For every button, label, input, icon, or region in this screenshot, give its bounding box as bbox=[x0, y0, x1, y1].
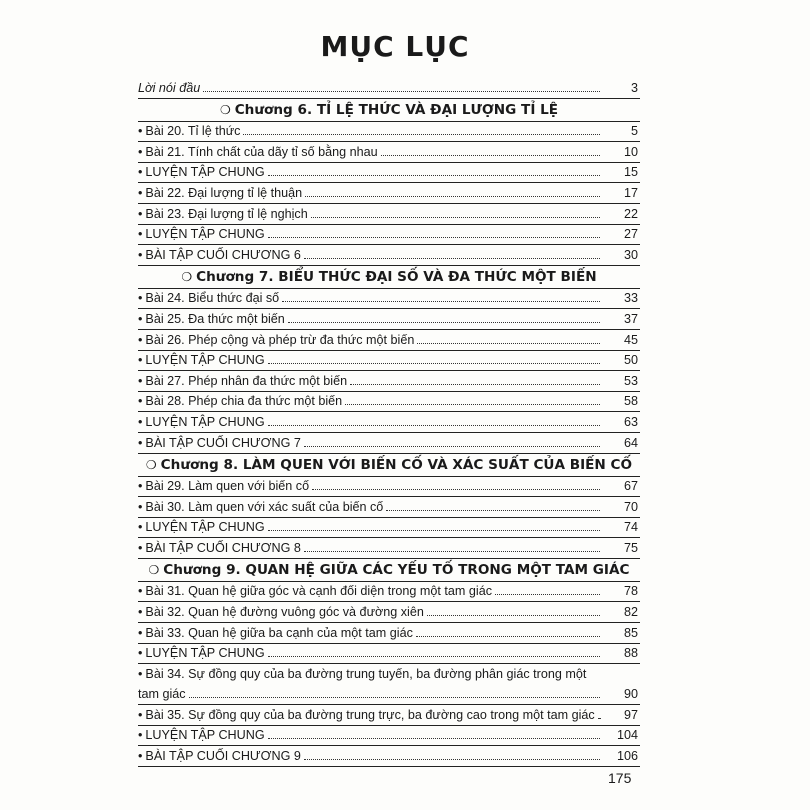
toc-entry bbox=[138, 518, 640, 539]
dot-leader bbox=[350, 384, 600, 385]
bullet-icon: • bbox=[138, 414, 143, 429]
toc-entry bbox=[138, 726, 640, 747]
toc-entry-page: 104 bbox=[616, 728, 638, 743]
bullet-icon: • bbox=[138, 206, 143, 221]
toc-entry-label: LUYỆN TẬP CHUNG bbox=[145, 165, 265, 180]
bullet-icon: • bbox=[138, 584, 143, 599]
bullet-icon: • bbox=[138, 749, 143, 764]
chapter-heading-text bbox=[138, 269, 640, 285]
toc-entry-label: Bài 35. Sự đồng quy của ba đường trung trực, ba đường cao trong một tam giác bbox=[145, 707, 595, 722]
toc-entry-intro bbox=[138, 78, 640, 99]
chapter-heading bbox=[138, 266, 640, 289]
toc-entry-label: Bài 25. Đa thức một biến bbox=[145, 311, 285, 326]
bullet-icon: • bbox=[138, 185, 143, 200]
dot-leader bbox=[345, 404, 600, 405]
toc-entry-label: BÀI TẬP CUỐI CHƯƠNG 9 bbox=[145, 749, 301, 764]
toc-entry bbox=[138, 183, 640, 204]
toc-entry-label: Bài 29. Làm quen với biến cố bbox=[145, 479, 310, 494]
toc-entry bbox=[138, 122, 640, 143]
toc-entry bbox=[138, 477, 640, 498]
toc-entry-label: LUYỆN TẬP CHUNG bbox=[145, 227, 265, 242]
dot-leader bbox=[268, 656, 600, 657]
toc-entry-page: 22 bbox=[623, 206, 638, 221]
bullet-icon: • bbox=[138, 247, 143, 262]
toc-entry-label-line1 bbox=[138, 667, 640, 681]
bullet-icon: • bbox=[138, 707, 143, 722]
toc-entry bbox=[138, 392, 640, 413]
toc-entry-page: 45 bbox=[623, 332, 638, 347]
toc-entry-page: 75 bbox=[623, 540, 638, 555]
dot-leader bbox=[268, 175, 600, 176]
page-number: 175 bbox=[608, 770, 632, 786]
circle-bullet-icon: ❍ bbox=[219, 102, 231, 117]
dot-leader bbox=[416, 636, 600, 637]
bullet-icon: • bbox=[138, 625, 143, 640]
toc-entry-label: LUYỆN TẬP CHUNG bbox=[145, 646, 265, 661]
bullet-icon: • bbox=[138, 353, 143, 368]
dot-leader bbox=[243, 134, 600, 135]
circle-bullet-icon: ❍ bbox=[181, 269, 193, 284]
toc-entry bbox=[138, 371, 640, 392]
toc-entry-label: Bài 32. Quan hệ đường vuông góc và đường xiên bbox=[145, 605, 424, 620]
toc-entry bbox=[138, 582, 640, 603]
toc-entry-page: 37 bbox=[623, 311, 638, 326]
toc-entry-label: Bài 23. Đại lượng tỉ lệ nghịch bbox=[145, 206, 308, 221]
dot-leader bbox=[312, 489, 600, 490]
dot-leader bbox=[304, 258, 600, 259]
dot-leader bbox=[189, 697, 600, 698]
toc-entry-page: 5 bbox=[630, 124, 638, 139]
toc-entry-label: Bài 22. Đại lượng tỉ lệ thuận bbox=[145, 185, 303, 200]
toc-entry-page: 82 bbox=[623, 605, 638, 620]
bullet-icon: • bbox=[138, 394, 143, 409]
circle-bullet-icon: ❍ bbox=[148, 562, 160, 577]
toc-entry-page: 90 bbox=[623, 687, 638, 702]
toc-entry-page: 3 bbox=[630, 80, 638, 95]
chapter-heading-text bbox=[138, 562, 640, 578]
toc-entry-page: 63 bbox=[623, 414, 638, 429]
toc-entry-label: Bài 30. Làm quen với xác suất của biến cố bbox=[145, 499, 384, 514]
dot-leader bbox=[268, 363, 600, 364]
dot-leader bbox=[304, 446, 600, 447]
toc-entry-page: 106 bbox=[616, 749, 638, 764]
toc-entry-label: BÀI TẬP CUỐI CHƯƠNG 7 bbox=[145, 435, 301, 450]
toc-entry-page: 78 bbox=[623, 584, 638, 599]
bullet-icon: • bbox=[138, 227, 143, 242]
toc-entry bbox=[138, 602, 640, 623]
toc-entry bbox=[138, 309, 640, 330]
toc-entry-label: Bài 28. Phép chia đa thức một biến bbox=[145, 394, 343, 409]
toc-entry bbox=[138, 142, 640, 163]
dot-leader bbox=[268, 530, 600, 531]
toc-entry-label: LUYỆN TẬP CHUNG bbox=[145, 414, 265, 429]
dot-leader bbox=[304, 551, 600, 552]
toc-entry-label-cont: tam giác bbox=[138, 687, 186, 702]
chapter-title: Chương 8. LÀM QUEN VỚI BIẾN CỐ VÀ XÁC SUẤT CỦA BIẾN CỐ bbox=[160, 456, 633, 473]
toc-entry bbox=[138, 289, 640, 310]
chapter-title: Chương 6. TỈ LỆ THỨC VÀ ĐẠI LƯỢNG TỈ LỆ bbox=[234, 101, 559, 118]
dot-leader bbox=[288, 322, 600, 323]
dot-leader bbox=[304, 759, 600, 760]
toc-entry bbox=[138, 245, 640, 266]
toc-entry bbox=[138, 623, 640, 644]
toc-entry bbox=[138, 705, 640, 726]
toc-entry-page: 30 bbox=[623, 247, 638, 262]
table-of-contents bbox=[138, 78, 640, 767]
toc-entry-page: 10 bbox=[623, 144, 638, 159]
toc-entry-page: 27 bbox=[623, 227, 638, 242]
bullet-icon: • bbox=[138, 311, 143, 326]
toc-entry-label: BÀI TẬP CUỐI CHƯƠNG 8 bbox=[145, 540, 301, 555]
toc-entry-page: 15 bbox=[623, 165, 638, 180]
toc-entry-page: 97 bbox=[623, 707, 638, 722]
toc-entry-page: 88 bbox=[623, 646, 638, 661]
dot-leader bbox=[203, 91, 600, 92]
dot-leader bbox=[268, 738, 600, 739]
bullet-icon: • bbox=[138, 124, 143, 139]
toc-entry-label: LUYỆN TẬP CHUNG bbox=[145, 353, 265, 368]
chapter-heading bbox=[138, 454, 640, 477]
bullet-icon: • bbox=[138, 332, 143, 347]
page-title: MỤC LỤC bbox=[320, 30, 470, 63]
toc-entry bbox=[138, 412, 640, 433]
toc-entry-label: Bài 20. Tỉ lệ thức bbox=[145, 124, 241, 139]
bullet-icon: • bbox=[138, 540, 143, 555]
bullet-icon: • bbox=[138, 667, 143, 682]
dot-leader bbox=[381, 155, 600, 156]
dot-leader bbox=[268, 237, 600, 238]
toc-entry-label: Bài 24. Biểu thức đại số bbox=[145, 291, 280, 306]
toc-entry bbox=[138, 330, 640, 351]
dot-leader bbox=[268, 425, 600, 426]
toc-entry-page: 85 bbox=[623, 625, 638, 640]
bullet-icon: • bbox=[138, 605, 143, 620]
dot-leader bbox=[311, 217, 600, 218]
toc-entry-label: BÀI TẬP CUỐI CHƯƠNG 6 bbox=[145, 247, 301, 262]
toc-entry bbox=[138, 664, 640, 705]
toc-entry-label: Bài 34. Sự đồng quy của ba đường trung tuyến, ba đường phân giác trong một bbox=[145, 667, 587, 682]
bullet-icon: • bbox=[138, 144, 143, 159]
dot-leader bbox=[305, 196, 600, 197]
chapter-heading bbox=[138, 559, 640, 582]
toc-entry bbox=[138, 204, 640, 225]
dot-leader bbox=[282, 301, 600, 302]
toc-entry-page: 17 bbox=[623, 185, 638, 200]
toc-entry-label: LUYỆN TẬP CHUNG bbox=[145, 728, 265, 743]
bullet-icon: • bbox=[138, 165, 143, 180]
chapter-heading-text bbox=[138, 102, 640, 118]
dot-leader bbox=[417, 343, 600, 344]
toc-entry bbox=[138, 163, 640, 184]
toc-entry bbox=[138, 746, 640, 767]
chapter-heading bbox=[138, 99, 640, 122]
bullet-icon: • bbox=[138, 520, 143, 535]
toc-entry-page: 33 bbox=[623, 291, 638, 306]
bullet-icon: • bbox=[138, 373, 143, 388]
toc-entry-page: 50 bbox=[623, 353, 638, 368]
bullet-icon: • bbox=[138, 291, 143, 306]
toc-entry bbox=[138, 225, 640, 246]
toc-entry-label: Lời nói đầu bbox=[138, 80, 201, 95]
bullet-icon: • bbox=[138, 479, 143, 494]
chapter-list bbox=[138, 99, 640, 767]
toc-entry-label: Bài 31. Quan hệ giữa góc và cạnh đối diện trong một tam giác bbox=[145, 584, 492, 599]
toc-entry-label: Bài 33. Quan hệ giữa ba cạnh của một tam giác bbox=[145, 625, 413, 640]
bullet-icon: • bbox=[138, 646, 143, 661]
bullet-icon: • bbox=[138, 728, 143, 743]
toc-entry-label: Bài 26. Phép cộng và phép trừ đa thức một biến bbox=[145, 332, 415, 347]
dot-leader bbox=[495, 594, 600, 595]
chapter-heading-text bbox=[138, 457, 640, 473]
toc-entry bbox=[138, 351, 640, 372]
dot-leader bbox=[386, 510, 600, 511]
toc-entry-page: 64 bbox=[623, 435, 638, 450]
toc-entry-page: 58 bbox=[623, 394, 638, 409]
circle-bullet-icon: ❍ bbox=[145, 457, 157, 472]
dot-leader bbox=[598, 718, 600, 719]
toc-entry-page: 67 bbox=[623, 479, 638, 494]
toc-entry-page: 53 bbox=[623, 373, 638, 388]
toc-entry-label: Bài 27. Phép nhân đa thức một biến bbox=[145, 373, 348, 388]
bullet-icon: • bbox=[138, 435, 143, 450]
toc-entry bbox=[138, 497, 640, 518]
chapter-title: Chương 7. BIỂU THỨC ĐẠI SỐ VÀ ĐA THỨC MỘT BIẾN bbox=[196, 268, 597, 285]
toc-entry-label: Bài 21. Tính chất của dãy tỉ số bằng nhau bbox=[145, 144, 378, 159]
bullet-icon: • bbox=[138, 499, 143, 514]
toc-entry bbox=[138, 538, 640, 559]
toc-entry-label: LUYỆN TẬP CHUNG bbox=[145, 520, 265, 535]
toc-entry-page: 74 bbox=[623, 520, 638, 535]
chapter-title: Chương 9. QUAN HỆ GIỮA CÁC YẾU TỐ TRONG MỘT TAM GIÁC bbox=[163, 561, 630, 578]
toc-entry-page: 70 bbox=[623, 499, 638, 514]
dot-leader bbox=[427, 615, 600, 616]
toc-entry bbox=[138, 433, 640, 454]
toc-entry bbox=[138, 644, 640, 665]
